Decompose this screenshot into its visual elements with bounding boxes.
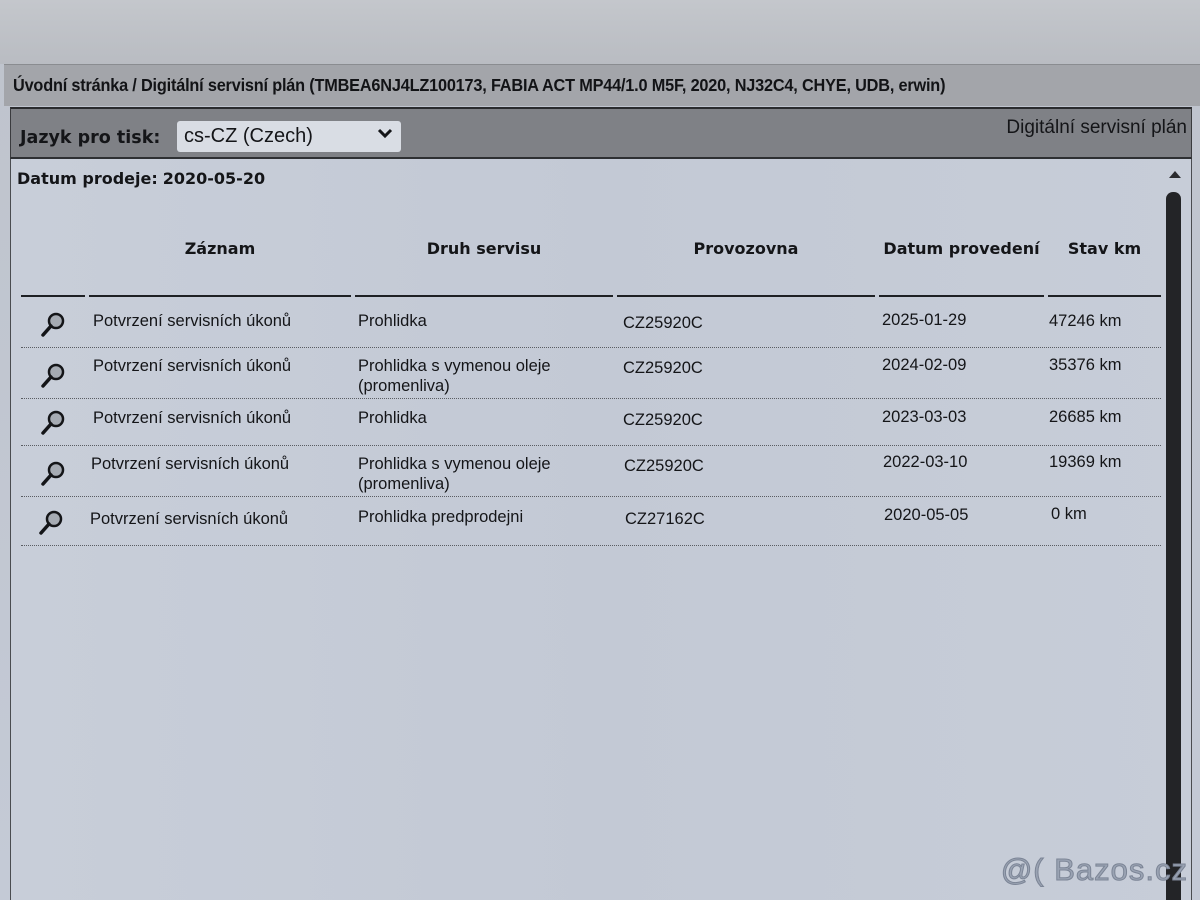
table-row[interactable] <box>21 399 1161 446</box>
service-type-cell <box>358 507 523 527</box>
app-title: Digitální servisní plán <box>1006 117 1187 138</box>
language-select-value: cs-CZ (Czech) <box>184 125 313 147</box>
date-cell: 2024-02-09 <box>882 356 967 374</box>
table-header <box>21 199 1161 297</box>
column-header-workshop: Provozovna <box>617 199 875 297</box>
km-cell: 26685 km <box>1049 408 1122 426</box>
service-type-line1: Prohlidka s vymenou oleje <box>358 455 551 473</box>
date-cell: 2020-05-05 <box>884 506 969 524</box>
language-select[interactable] <box>177 121 401 152</box>
magnifier-icon[interactable] <box>39 460 67 488</box>
km-cell: 35376 km <box>1049 356 1122 374</box>
sale-date <box>17 169 265 188</box>
breadcrumb-text: Úvodní stránka / Digitální servisní plán (TMBEA6NJ4LZ100173, FABIA ACT MP44/1.0 M5F, 2020, NJ32C4, CHYE, UDB, erwin) <box>13 75 946 95</box>
watermark: @( Bazos.cz <box>1000 852 1188 887</box>
table-row[interactable] <box>21 446 1161 497</box>
service-type-line2: (promenliva) <box>358 475 450 493</box>
page-background <box>0 0 1200 64</box>
record-cell: Potvrzení servisních úkonů <box>93 357 292 375</box>
magnifier-icon[interactable] <box>39 362 67 390</box>
record-cell: Potvrzení servisních úkonů <box>93 312 292 330</box>
magnifier-icon[interactable] <box>39 409 67 437</box>
service-type-cell <box>358 356 551 396</box>
record-cell: Potvrzení servisních úkonů <box>90 510 289 528</box>
workshop-cell: CZ27162C <box>625 510 705 528</box>
sale-date-value: 2020-05-20 <box>162 169 266 188</box>
language-label: Jazyk pro tisk: <box>20 128 161 148</box>
service-type-cell <box>358 311 427 331</box>
column-header-record: Záznam <box>89 199 351 297</box>
column-header-km: Stav km <box>1048 199 1161 297</box>
magnifier-icon[interactable] <box>39 311 67 339</box>
record-cell: Potvrzení servisních úkonů <box>91 455 290 473</box>
date-cell: 2022-03-10 <box>883 453 968 471</box>
service-type-line1: Prohlidka s vymenou oleje <box>358 357 551 375</box>
km-cell: 19369 km <box>1049 453 1122 471</box>
workshop-cell: CZ25920C <box>623 359 703 377</box>
table-row[interactable] <box>21 497 1161 546</box>
record-cell: Potvrzení servisních úkonů <box>93 409 292 427</box>
print-language-toolbar <box>10 107 1192 159</box>
service-records-table <box>21 199 1161 546</box>
column-header-icon <box>21 199 85 297</box>
workshop-cell: CZ25920C <box>623 411 703 429</box>
breadcrumb <box>4 64 1200 106</box>
scrollbar-thumb[interactable] <box>1166 192 1181 900</box>
table-row[interactable] <box>21 348 1161 399</box>
sale-date-label: Datum prodeje: <box>17 169 158 188</box>
km-cell: 0 km <box>1051 505 1087 523</box>
service-type-line2: (promenliva) <box>358 377 450 395</box>
date-cell: 2023-03-03 <box>882 408 967 426</box>
km-cell: 47246 km <box>1049 312 1122 330</box>
scroll-up-arrow-icon[interactable] <box>1169 171 1181 178</box>
service-type-cell <box>358 408 427 428</box>
workshop-cell: CZ25920C <box>624 457 704 475</box>
service-plan-panel <box>10 159 1192 900</box>
date-cell: 2025-01-29 <box>882 311 967 329</box>
magnifier-icon[interactable] <box>37 509 65 537</box>
table-row[interactable] <box>21 297 1161 348</box>
chevron-down-icon <box>377 125 393 146</box>
service-type-cell <box>358 454 551 494</box>
column-header-date: Datum provedení <box>879 199 1044 297</box>
service-type-line1: Prohlidka <box>358 312 427 330</box>
column-header-service-type: Druh servisu <box>355 199 613 297</box>
workshop-cell: CZ25920C <box>623 314 703 332</box>
service-type-line1: Prohlidka predprodejni <box>358 508 524 526</box>
service-type-line1: Prohlidka <box>358 409 427 427</box>
